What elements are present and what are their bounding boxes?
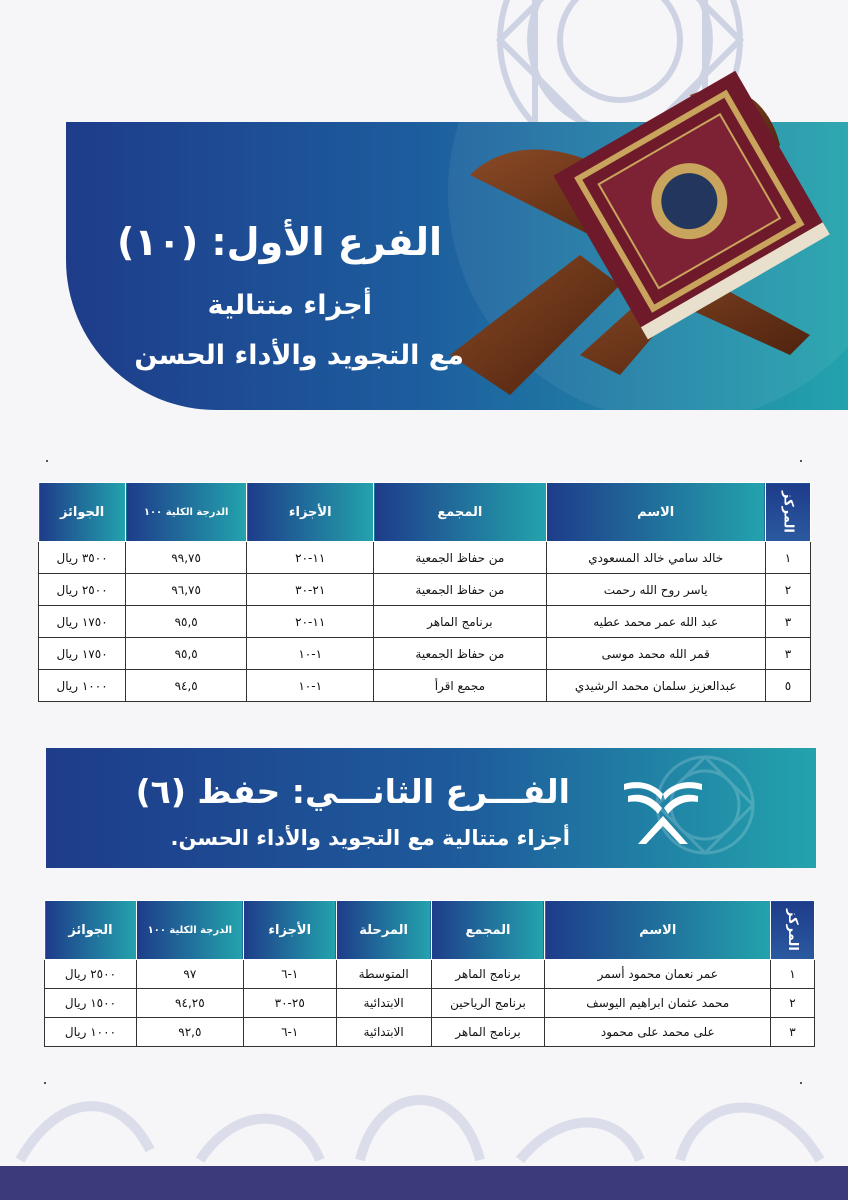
table-row [39,638,811,670]
cell-name: عبد الله عمر محمد عطيه [546,606,765,638]
header-name: الاسم [545,901,771,960]
cell-rank: ٣ [771,1018,815,1047]
section2-subtitle: أجزاء متتالية مع التجويد والأداء الحسن. [170,826,570,850]
cell-stage: المتوسطة [336,960,431,989]
cell-parts: ١-١٠ [247,670,374,702]
table-row [39,606,811,638]
cell-prize: ١٠٠٠ ريال [39,670,126,702]
table-row [39,542,811,574]
cell-prize: ٢٥٠٠ ريال [39,574,126,606]
cell-score: ٩٩,٧٥ [126,542,247,574]
cell-score: ٩٦,٧٥ [126,574,247,606]
cell-complex: برنامج الماهر [431,960,545,989]
cell-rank: ١ [771,960,815,989]
cell-parts: ٢٥-٣٠ [243,989,336,1018]
open-quran-icon [618,772,708,848]
cell-parts: ١١-٢٠ [247,542,374,574]
cell-score: ٩٤,٢٥ [136,989,243,1018]
cell-name: عمر نعمان محمود أسمر [545,960,771,989]
header-prize: الجوائز [39,483,126,542]
quran-stand-image [430,55,830,425]
cell-parts: ١١-٢٠ [247,606,374,638]
cell-score: ٩٥,٥ [126,638,247,670]
header-parts: الأجزاء [243,901,336,960]
header-name: الاسم [546,483,765,542]
header-stage: المرحلة [336,901,431,960]
cell-rank: ٢ [765,574,810,606]
section1-title: الفرع الأول: (١٠) [117,220,442,264]
table-row [45,1018,815,1047]
cell-score: ٩٥,٥ [126,606,247,638]
cell-complex: من حفاظ الجمعية [374,638,546,670]
cell-parts: ١-٦ [243,960,336,989]
table-row [45,989,815,1018]
cell-complex: برنامج الماهر [431,1018,545,1047]
cell-stage: الابتدائية [336,1018,431,1047]
cell-score: ٩٤,٥ [126,670,247,702]
cell-rank: ٣ [765,606,810,638]
footer-bar [0,1166,848,1200]
cell-name: عبدالعزيز سلمان محمد الرشيدي [546,670,765,702]
cell-complex: مجمع اقرأ [374,670,546,702]
header-score: الدرجة الكلية ١٠٠ [136,901,243,960]
cell-prize: ١٧٥٠ ريال [39,638,126,670]
cell-prize: ١٠٠٠ ريال [45,1018,137,1047]
section1-subtitle-line1: أجزاء متتالية [207,290,372,321]
cell-name: خالد سامي خالد المسعودي [546,542,765,574]
header-rank: المركز [771,901,815,960]
header-prize: الجوائز [45,901,137,960]
cell-name: محمد عثمان ابراهيم اليوسف [545,989,771,1018]
results-table-section2 [44,900,815,1047]
cell-complex: برنامج الماهر [374,606,546,638]
cell-parts: ١-٦ [243,1018,336,1047]
cell-parts: ١-١٠ [247,638,374,670]
header-complex: المجمع [431,901,545,960]
header-rank: المركز [765,483,810,542]
cell-name: على محمد على محمود [545,1018,771,1047]
cell-complex: من حفاظ الجمعية [374,542,546,574]
cell-parts: ٢١-٣٠ [247,574,374,606]
cell-rank: ٥ [765,670,810,702]
table-row [39,574,811,606]
cell-rank: ٢ [771,989,815,1018]
section2-title: الفـــرع الثانـــي: حفظ (٦) [135,772,570,811]
cell-complex: برنامج الرياحين [431,989,545,1018]
cell-prize: ٣٥٠٠ ريال [39,542,126,574]
calligraphy-background-decoration [0,1070,848,1166]
table-row [45,960,815,989]
cell-prize: ٢٥٠٠ ريال [45,960,137,989]
cell-name: ياسر روح الله رحمت [546,574,765,606]
header-complex: المجمع [374,483,546,542]
cell-rank: ١ [765,542,810,574]
cell-rank: ٣ [765,638,810,670]
results-table-section1 [38,482,811,702]
cell-prize: ١٧٥٠ ريال [39,606,126,638]
cell-score: ٩٧ [136,960,243,989]
section1-subtitle-line2: مع التجويد والأداء الحسن [134,340,464,371]
cell-complex: من حفاظ الجمعية [374,574,546,606]
cell-prize: ١٥٠٠ ريال [45,989,137,1018]
cell-stage: الابتدائية [336,989,431,1018]
table-row [39,670,811,702]
header-score: الدرجة الكلية ١٠٠ [126,483,247,542]
cell-name: قمر الله محمد موسى [546,638,765,670]
header-parts: الأجزاء [247,483,374,542]
cell-score: ٩٢,٥ [136,1018,243,1047]
